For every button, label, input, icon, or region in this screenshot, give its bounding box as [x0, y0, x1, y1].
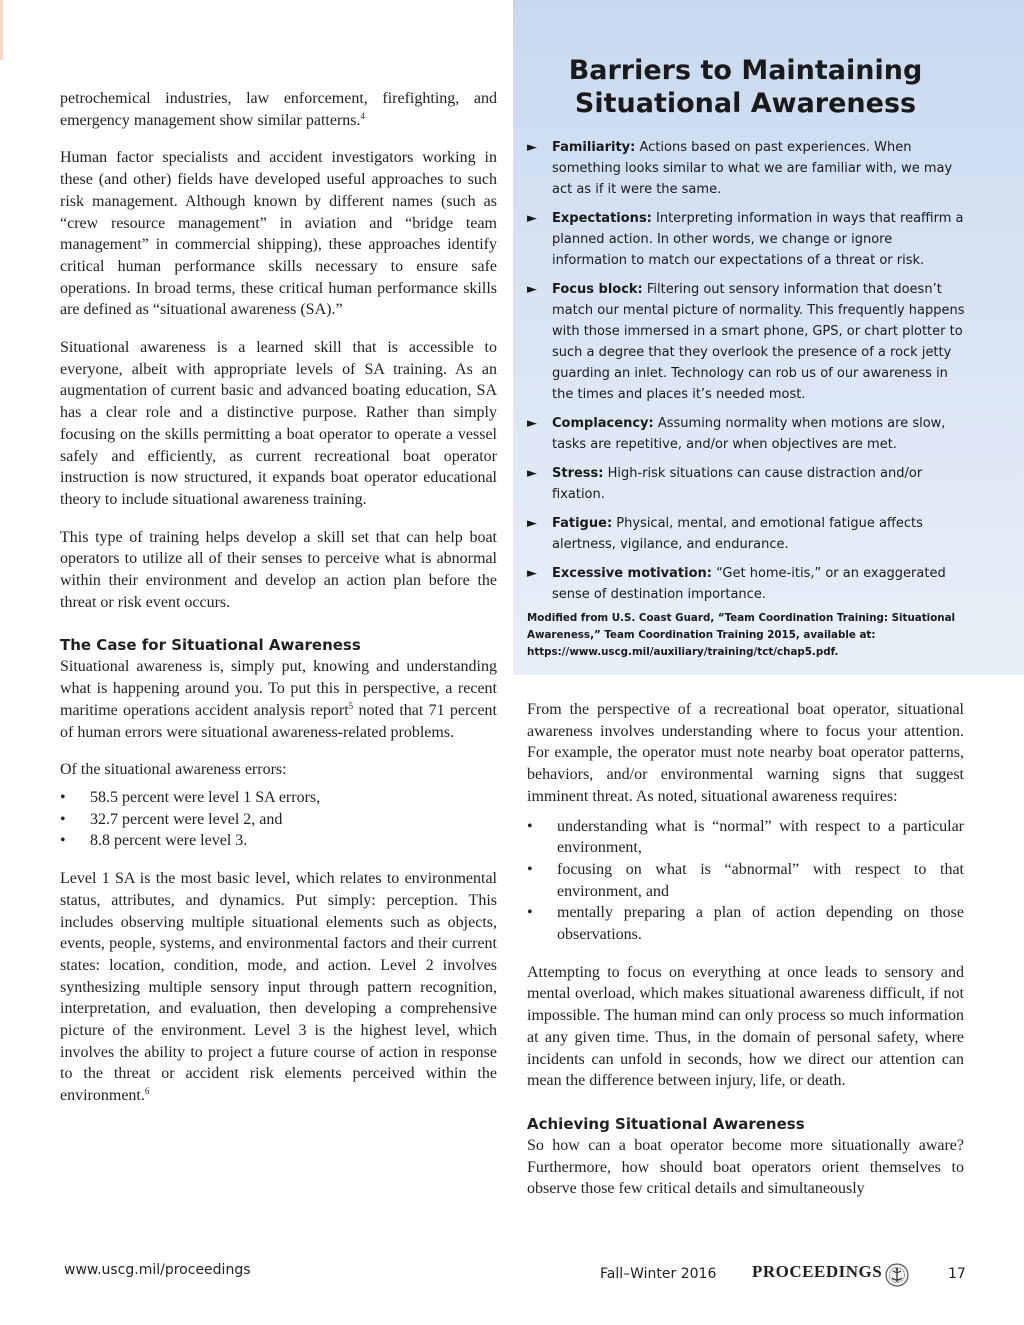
footnote-ref: 4: [360, 110, 365, 121]
list-item: • 32.7 percent were level 2, and: [60, 809, 497, 831]
arrow-right-icon: ►: [527, 282, 537, 297]
paragraph: Human factor specialists and accident investigators working in these (and other) fields have developed useful approaches to such risk management. Although known by different names (such as “crew resource management” in aviation and “bridge team management” in commercial shipping), these approaches identify critical human performance skills necessary to ensure safe operations. In broad terms, these critical human performance skills are defined as “situational awareness (SA).”: [60, 149, 497, 319]
paragraph: Attempting to focus on everything at once leads to sensory and mental overload, which makes situational awareness difficult, if not impossible. The human mind can only process so much information at any given time. Thus, in the domain of personal safety, where incidents can unfold in seconds, how we direct our attention can mean the difference between injury, life, or death.: [527, 963, 964, 1090]
footer-brand: PROCEEDINGS: [752, 1262, 883, 1281]
list-item: • understanding what is “normal” with respect to a particular environment,: [527, 816, 964, 859]
section-heading-achieving: Achieving Situational Awareness: [527, 1114, 805, 1133]
right-column: [527, 699, 964, 1216]
paragraph: Of the situational awareness errors:: [60, 761, 287, 779]
barrier-item-excessive-motivation: ► Excessive motivation: “Get home-itis,” or an exaggerated sense of destination importance.: [527, 563, 967, 605]
list-item: • 8.8 percent were level 3.: [60, 830, 497, 852]
footer-url[interactable]: www.uscg.mil/proceedings: [64, 1262, 251, 1278]
coast-guard-seal-icon: [885, 1263, 909, 1287]
arrow-right-icon: ►: [527, 416, 537, 431]
list-item: • 58.5 percent were level 1 SA errors,: [60, 787, 497, 809]
barrier-item-familiarity: ► Familiarity: Actions based on past experiences. When something looks similar to what we are familiar with, we may act as if it were the same.: [527, 137, 967, 200]
sidebar-title: Barriers to Maintaining Situational Awareness: [568, 55, 923, 119]
arrow-right-icon: ►: [527, 466, 537, 481]
sa-errors-list: [60, 787, 497, 852]
arrow-right-icon: ►: [527, 140, 537, 155]
barrier-item-focus-block: ► Focus block: Filtering out sensory information that doesn’t match our mental picture of normality. This frequently happens with those immersed in a smart phone, GPS, or chart plotter to such a degree that they overlook the presence of a rock jetty guarding an inlet. Technology can rob us of our awareness in the times and places it’s needed most.: [527, 279, 967, 405]
sa-requires-list: [527, 816, 964, 946]
barriers-list: [527, 137, 967, 613]
list-item: • mentally preparing a plan of action depending on those observations.: [527, 902, 964, 945]
paragraph: This type of training helps develop a skill set that can help boat operators to utilize all of their senses to perceive what is abnormal within their environment and develop an action plan before the threat or risk event occurs.: [60, 528, 497, 611]
paragraph: Level 1 SA is the most basic level, which relates to environmental status, attributes, and dynamics. Put simply: perception. This includes observing multiple situational elements such as objects, events, people, systems, and environmental factors and their current states: location, condition, mode, and action. Level 2 involves synthesizing multiple sensory input through pattern recognition, interpretation, and evaluation, then developing a comprehensive picture of the environment. Level 3 is the highest level, which involves the ability to project a future course of action in response to the threat or accident risk elements perceived within the environment.$^6$: [60, 870, 497, 1105]
paragraph: From the perspective of a recreational boat operator, situational awareness involves understanding where to focus your attention. For example, the operator must note nearby boat operator patterns, behaviors, and/or environmental warning signs that suggest imminent threat. As noted, situational awareness requires:: [527, 701, 964, 805]
arrow-right-icon: ►: [527, 516, 537, 531]
sidebar-source-citation: Modified from U.S. Coast Guard, “Team Coordination Training: Situational Awareness,” Team Coordination Training 2015, available at: https://www.uscg.mil/auxiliary/training/tct/chap5.pdf.: [527, 612, 956, 658]
footnote-ref: 6: [144, 1086, 150, 1097]
page-edge-mark: [0, 0, 3, 60]
barriers-sidebar: [513, 0, 1024, 675]
page-number: 17: [948, 1266, 966, 1282]
barrier-item-fatigue: ► Fatigue: Physical, mental, and emotional fatigue affects alertness, vigilance, and endurance.: [527, 513, 967, 555]
paragraph: petrochemical industries, law enforcement, firefighting, and emergency management show similar patterns.$^4$: [60, 90, 497, 129]
paragraph: Situational awareness is, simply put, knowing and understanding what is happening around you. To put this in perspective, a recent maritime operations accident analysis report$^5$ noted that 71 percent of human errors were situational awareness-related problems.: [60, 658, 497, 741]
footnote-ref: 5: [348, 700, 354, 711]
list-item: • focusing on what is “abnormal” with respect to that environment, and: [527, 859, 964, 902]
paragraph: Situational awareness is a learned skill that is accessible to everyone, albeit with appropriate levels of SA training. As an augmentation of current basic and advanced boating education, SA has a clear role and a distinctive purpose. Rather than simply focusing on the skills permitting a boat operator to operate a vessel safely and efficiently, as current recreational boat operator instruction is now structured, it expands boat operator educational theory to include situational awareness training.: [60, 339, 497, 508]
section-heading-case: The Case for Situational Awareness: [60, 636, 361, 655]
barrier-item-stress: ► Stress: High-risk situations can cause distraction and/or fixation.: [527, 463, 967, 505]
left-column: [60, 88, 497, 1123]
arrow-right-icon: ►: [527, 211, 537, 226]
barrier-item-complacency: ► Complacency: Assuming normality when motions are slow, tasks are repetitive, and/or when objectives are met.: [527, 413, 967, 455]
paragraph: So how can a boat operator become more situationally aware? Furthermore, how should boat operators orient themselves to observe those few critical details and simultaneously: [527, 1136, 964, 1198]
barrier-item-expectations: ► Expectations: Interpreting information in ways that reaffirm a planned action. In other words, we change or ignore information to match our expectations of a threat or risk.: [527, 208, 967, 271]
footer-issue: Fall–Winter 2016: [600, 1266, 717, 1282]
arrow-right-icon: ►: [527, 566, 537, 581]
